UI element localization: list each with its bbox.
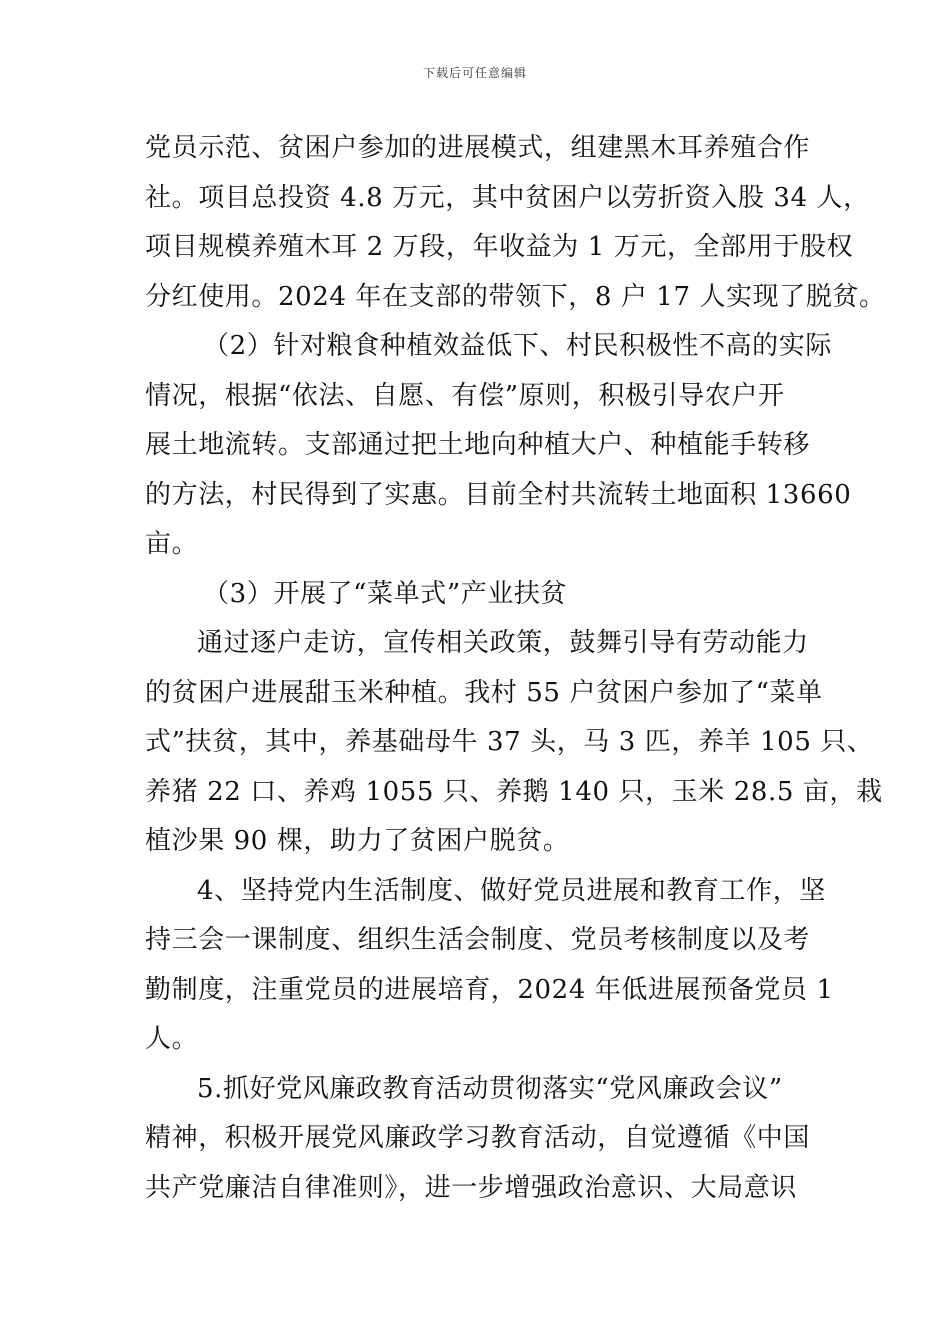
text-line: 5.抓好党风廉政教育活动贯彻落实“党风廉政会议”: [197, 1073, 783, 1104]
text-line: 分红使用。2024 年在支部的带领下，8 户 17 人实现了脱贫。: [145, 281, 886, 312]
text-line: 养猪 22 口、养鸡 1055 只、养鹅 140 只，玉米 28.5 亩，栽: [145, 776, 883, 807]
text-line: 共产党廉洁自律准则》，进一步增强政治意识、大局意识: [145, 1172, 798, 1203]
text-line: 持三会一课制度、组织生活会制度、党员考核制度以及考: [145, 925, 811, 955]
text-line: 社。项目总投资 4.8 万元，其中贫困户以劳折资入股 34 人，: [145, 182, 870, 213]
page-header: 下载后可任意编辑: [422, 66, 527, 80]
text-line: （3）开展了“菜单式”产业扶贫: [203, 578, 568, 609]
text-line: 项目规模养殖木耳 2 万段，年收益为 1 万元，全部用于股权: [145, 232, 854, 262]
text-line: 亩。: [145, 529, 199, 559]
text-line: （2）针对粮食种植效益低下、村民积极性不高的实际: [203, 331, 832, 361]
text-line: 4、坚持党内生活制度、做好党员进展和教育工作，坚: [197, 875, 826, 906]
text-line: 通过逐户走访，宣传相关政策，鼓舞引导有劳动能力: [197, 628, 809, 658]
text-line: 情况，根据“依法、自愿、有偿”原则，积极引导农户开: [145, 380, 785, 411]
text-line: 党员示范、贫困户参加的进展模式，组建黑木耳养殖合作: [145, 133, 811, 163]
text-line: 式”扶贫，其中，养基础母牛 37 头，马 3 匹，养羊 105 只、: [145, 727, 874, 757]
text-line: 的贫困户进展甜玉米种植。我村 55 户贫困户参加了“菜单: [145, 677, 823, 708]
document-body: [145, 124, 886, 1213]
text-line: 展土地流转。支部通过把土地向种植大户、种植能手转移: [145, 430, 811, 460]
text-line: 的方法，村民得到了实惠。目前全村共流转土地面积 13660: [145, 479, 852, 510]
text-line: 植沙果 90 棵，助力了贫困户脱贫。: [145, 826, 570, 856]
text-line: 人。: [145, 1024, 199, 1054]
text-line: 精神，积极开展党风廉政学习教育活动，自觉遵循《中国: [145, 1123, 811, 1153]
text-line: 勤制度，注重党员的进展培育，2024 年低进展预备党员 1: [145, 974, 834, 1005]
